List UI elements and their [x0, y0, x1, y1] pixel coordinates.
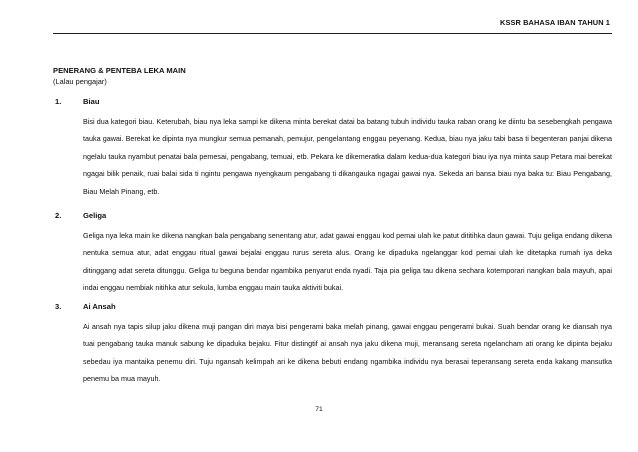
running-header: KSSR BAHASA IBAN TAHUN 1	[500, 18, 610, 27]
section-biau	[53, 97, 612, 227]
section-body: Ai ansah nya tapis silup jaku dikena muji pangan diri maya bisi pengerami baka melah pinang, gawai enggau pengerami bukai. Suah bendar orang ke diansah nya tuai pengabang tauka manuk sabung ke dipaduka bejaku. Fitur distingtif ai ansah nya jaku dikena muji, meransang sereta ngelancham ati orang ke dipinta bejaku sebedau iya mantaika penemu diri. Tuju ngansah kelimpah ari ke dikena bebuti endang ngambika individu nya berasai teperansang sereta enda kakang mansutka penemu ba mua mayuh.	[83, 322, 612, 384]
section-heading: Geliga	[83, 211, 107, 220]
document-title: PENERANG & PENTEBA LEKA MAIN	[53, 66, 186, 75]
section-number: 1.	[55, 97, 62, 106]
section-ai-ansah	[53, 302, 612, 382]
page-number: 71	[315, 406, 323, 413]
section-number: 2.	[55, 211, 62, 220]
section-number: 3.	[55, 302, 62, 311]
section-body: Bisi dua kategori biau. Keterubah, biau nya leka sampi ke dikena minta berekat datai ba batang tubuh individu tauka raban orang ke diintu ba sesebengkah pengawa tauka gawai. Berekat ke dipinta nya mungkur semua pemanah, pemujur, pengelantang enggau peyenang. Kedua, biau nya jaku tabi basa ti begenteran panjai dikena ngelalu tauka nyambut penatai bala pemesai, pengabang, temuai, etb. Pekara ke dikemeratka dalam kedua-dua kategori biau iya nya minta saup Petara mai berekat ngagai bilik penaik, ruai balai sida ti ngintu pengawa nyengkaum pengabang ti dikangauka ngagai gawai nya. Sekeda ari bansa biau nya baka tu: Biau Pengabang, Biau Melah Pinang, etb.	[83, 117, 612, 196]
section-geliga	[53, 211, 612, 311]
section-heading: Biau	[83, 97, 100, 106]
document-subtitle: (Lalau pengajar)	[53, 77, 107, 86]
section-heading: Ai Ansah	[83, 302, 116, 311]
header-divider	[53, 33, 612, 34]
section-body: Geliga nya leka main ke dikena nangkan bala pengabang senentang atur, adat gawai enggau kod pemai ulah ke patut dititihka daun gawai. Tuju geliga endang dikena nentuka semua atur, adat enggau ritual gawai bejalai enggau rurus sereta alus. Orang ke dipaduka ngelanggar kod pemai ulah ke ditetapka rumah iya deka ditinggang adat sereta ditunggu. Geliga tu beguna bendar ngambika penyarut enda nyadi. Taja pia geliga tau dikena sechara kotemporari nangkan bala mayuh, apai indai enggau nembiak nitihka atur sekula, lumba enggau main tauka aktiviti bukai.	[83, 231, 612, 293]
